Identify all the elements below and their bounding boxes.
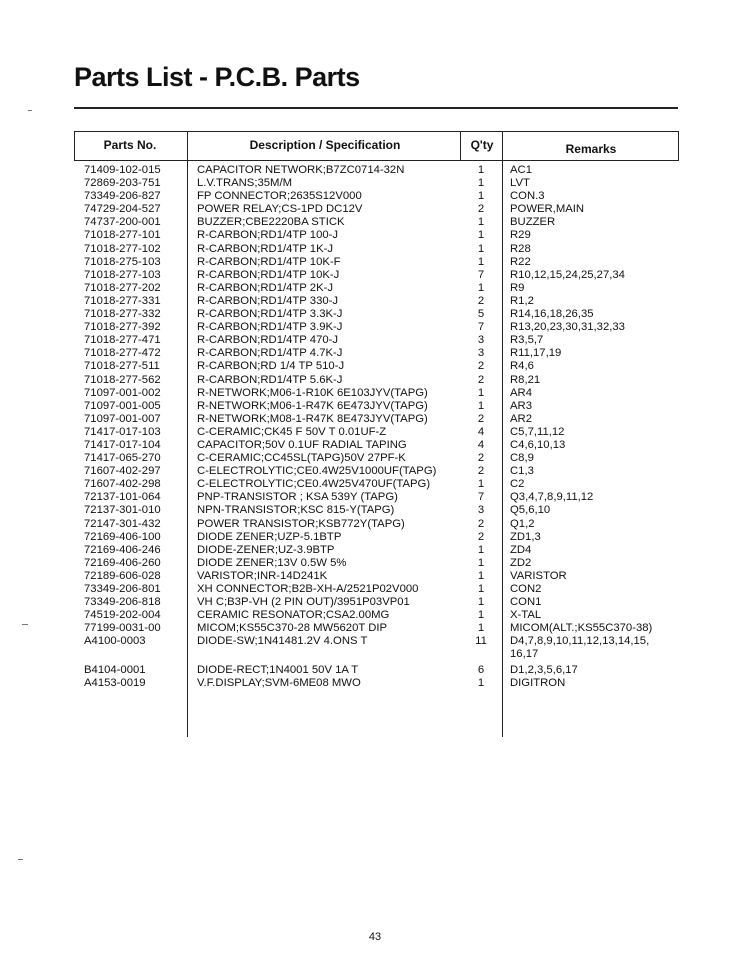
- part-description: R-CARBON;RD1/4TP 3.9K-J: [197, 321, 343, 334]
- remarks-line: BUZZER: [510, 216, 556, 229]
- part-number: 71607-402-298: [84, 478, 161, 491]
- part-remarks: [510, 504, 550, 517]
- table-row: [0, 452, 750, 465]
- remarks-line: LVT: [510, 177, 530, 190]
- part-number: 71018-277-332: [84, 308, 161, 321]
- remarks-line: C1,3: [510, 465, 534, 478]
- part-number: 71018-277-202: [84, 281, 161, 294]
- remarks-line: ZD2: [510, 556, 532, 569]
- part-remarks: [510, 677, 565, 690]
- remarks-line: Q1,2: [510, 517, 535, 530]
- part-remarks: [510, 229, 531, 242]
- part-remarks: [510, 544, 531, 557]
- remarks-line: ZD4: [510, 543, 532, 556]
- part-number: 71018-277-471: [84, 334, 161, 347]
- part-number: A4100-0003: [84, 635, 146, 648]
- table-row: [0, 164, 750, 177]
- part-qty: 1: [477, 596, 485, 609]
- part-description: R-NETWORK;M06-1-R10K 6E103JYV(TAPG): [197, 386, 428, 399]
- part-number: 71409-102-015: [84, 164, 161, 176]
- part-qty: 6: [477, 663, 485, 676]
- part-number: 71018-277-392: [84, 321, 161, 334]
- remarks-line: 16,17: [510, 648, 539, 661]
- part-remarks: [510, 557, 531, 570]
- table-row: [0, 426, 750, 439]
- part-qty: 1: [477, 622, 485, 635]
- part-description: R-NETWORK;M08-1-R47K 8E473JYV(TAPG): [197, 412, 428, 425]
- part-remarks: [510, 190, 545, 203]
- table-row: [0, 596, 750, 609]
- table-row: [0, 504, 750, 517]
- part-number: 72169-406-246: [84, 543, 161, 556]
- part-description: FP CONNECTOR;2635S12V000: [197, 190, 362, 203]
- table-left-edge: [74, 131, 75, 151]
- part-description: CERAMIC RESONATOR;CSA2.00MG: [197, 609, 390, 622]
- part-remarks: [510, 321, 625, 334]
- remarks-line: D1,2,3,5,6,17: [510, 663, 578, 676]
- table-row: [0, 570, 750, 583]
- part-number: 71018-277-101: [84, 229, 161, 242]
- remarks-line: C4,6,10,13: [510, 438, 566, 451]
- table-row: [0, 400, 750, 413]
- header-description: Description / Specification: [249, 138, 401, 152]
- table-row: [0, 295, 750, 308]
- part-qty: 11: [475, 635, 487, 648]
- remarks-line: VARISTOR: [510, 569, 567, 582]
- part-number: 73349-206-801: [84, 583, 161, 595]
- part-number: 74737-200-001: [84, 216, 161, 229]
- part-description: R-CARBON;RD1/4TP 2K-J: [197, 281, 334, 294]
- part-number: 71417-017-103: [84, 425, 161, 438]
- part-number: 72137-301-010: [84, 504, 161, 517]
- part-remarks: [510, 491, 593, 504]
- part-description: R-CARBON;RD1/4TP 470-J: [197, 334, 339, 347]
- part-number: 72189-606-028: [84, 569, 161, 582]
- part-qty: 7: [477, 321, 485, 334]
- part-number: 72869-203-751: [84, 177, 161, 190]
- part-description: C-ELECTROLYTIC;CE0.4W25V1000UF(TAPG): [197, 465, 437, 478]
- remarks-line: CON2: [510, 583, 542, 595]
- table-row: [0, 583, 750, 596]
- part-description: R-CARBON;RD1/4TP 5.6K-J: [197, 373, 343, 386]
- part-qty: 1: [477, 569, 485, 582]
- remarks-line: POWER,MAIN: [510, 203, 585, 216]
- part-remarks: [510, 426, 564, 439]
- table-row: [0, 635, 750, 663]
- remarks-line: AC1: [510, 164, 532, 176]
- table-row: [0, 478, 750, 491]
- header-parts-no: Parts No.: [103, 138, 157, 152]
- remarks-line: R13,20,23,30,31,32,33: [510, 321, 625, 334]
- part-qty: 3: [477, 504, 485, 517]
- remarks-line: R28: [510, 242, 531, 255]
- part-qty: 2: [477, 517, 485, 530]
- table-row: [0, 531, 750, 544]
- table-row: [0, 387, 750, 400]
- remarks-line: Q3,4,7,8,9,11,12: [510, 491, 594, 504]
- table-row: [0, 229, 750, 242]
- part-qty: 2: [477, 294, 485, 307]
- part-qty: 5: [477, 308, 485, 321]
- scan-mark: [22, 624, 28, 625]
- table-row: [0, 282, 750, 295]
- table-row: [0, 243, 750, 256]
- part-remarks: [510, 256, 531, 269]
- part-number: 71097-001-005: [84, 399, 161, 412]
- table-header: [74, 131, 679, 161]
- part-number: 72169-406-100: [84, 530, 161, 543]
- part-number: 72147-301-432: [84, 517, 161, 530]
- part-qty: 1: [477, 543, 485, 556]
- part-remarks: [510, 635, 649, 661]
- part-qty: 3: [477, 347, 485, 360]
- remarks-line: X-TAL: [510, 609, 542, 622]
- part-description: PNP-TRANSISTOR ; KSA 539Y (TAPG): [197, 491, 398, 504]
- part-qty: 1: [477, 190, 485, 203]
- part-number: 72137-101-064: [84, 491, 161, 504]
- page-title: Parts List - P.C.B. Parts: [74, 62, 360, 92]
- table-row: [0, 177, 750, 190]
- part-description: L.V.TRANS;35M/M: [197, 177, 293, 190]
- part-description: CAPACITOR;50V 0.1UF RADIAL TAPING: [197, 438, 407, 451]
- part-qty: 2: [477, 373, 485, 386]
- part-remarks: [510, 269, 625, 282]
- part-number: 71097-001-002: [84, 386, 161, 399]
- part-qty: 1: [477, 281, 485, 294]
- part-number: 71018-277-511: [84, 360, 160, 373]
- part-description: R-CARBON;RD1/4TP 1K-J: [197, 242, 334, 255]
- part-qty: 2: [477, 412, 485, 425]
- part-number: 74519-202-004: [84, 609, 161, 622]
- remarks-line: CON1: [510, 596, 542, 609]
- part-number: 77199-0031-00: [84, 622, 161, 635]
- part-qty: 1: [477, 229, 485, 242]
- table-row: [0, 413, 750, 426]
- part-remarks: [510, 583, 541, 596]
- part-qty: 1: [477, 386, 485, 399]
- part-qty: 4: [477, 438, 485, 451]
- part-description: R-CARBON;RD1/4TP 3.3K-J: [197, 308, 343, 321]
- part-qty: 3: [477, 334, 485, 347]
- remarks-line: R3,5,7: [510, 334, 544, 347]
- part-remarks: [510, 478, 524, 491]
- part-remarks: [510, 374, 540, 387]
- remarks-line: R8,21: [510, 373, 541, 386]
- table-row: [0, 256, 750, 269]
- part-remarks: [510, 452, 534, 465]
- part-number: 71018-275-103: [84, 255, 161, 268]
- header-qty: Q'ty: [470, 138, 494, 152]
- part-remarks: [510, 596, 541, 609]
- part-qty: 2: [477, 360, 485, 373]
- table-row: [0, 216, 750, 229]
- header-remarks: Remarks: [565, 142, 617, 156]
- part-number: 71018-277-472: [84, 347, 161, 360]
- remarks-line: R29: [510, 229, 531, 242]
- table-row: [0, 321, 750, 334]
- table-row: [0, 557, 750, 570]
- part-remarks: [510, 387, 532, 400]
- part-description: BUZZER;CBE2220BA STICK: [197, 216, 345, 229]
- table-row: [0, 374, 750, 387]
- part-remarks: [510, 518, 535, 531]
- part-number: 71417-017-104: [84, 438, 161, 451]
- remarks-line: AR4: [510, 386, 532, 399]
- table-row: [0, 664, 750, 677]
- remarks-line: DIGITRON: [510, 676, 566, 689]
- part-qty: 7: [477, 268, 485, 281]
- table-row: [0, 544, 750, 557]
- part-description: POWER TRANSISTOR;KSB772Y(TAPG): [197, 517, 405, 530]
- part-number: 73349-206-827: [84, 190, 161, 203]
- remarks-line: R1,2: [510, 294, 534, 307]
- part-description: DIODE-ZENER;UZ-3.9BTP: [197, 543, 335, 556]
- part-qty: 2: [477, 530, 485, 543]
- part-qty: 1: [477, 676, 485, 689]
- part-remarks: [510, 243, 531, 256]
- table-row: [0, 347, 750, 360]
- part-remarks: [510, 308, 594, 321]
- remarks-line: R4,6: [510, 360, 534, 373]
- part-description: C-CERAMIC;CK45 F 50V T 0.01UF-Z: [197, 425, 387, 438]
- part-qty: 1: [477, 177, 485, 190]
- part-remarks: [510, 295, 534, 308]
- part-remarks: [510, 347, 561, 360]
- part-qty: 1: [477, 399, 485, 412]
- remarks-line: Q5,6,10: [510, 504, 551, 517]
- table-row: [0, 491, 750, 504]
- part-qty: 1: [477, 478, 485, 491]
- remarks-line: C8,9: [510, 452, 534, 465]
- part-remarks: [510, 465, 534, 478]
- table-row: [0, 190, 750, 203]
- part-number: 71018-277-331: [84, 294, 161, 307]
- part-qty: 1: [477, 216, 485, 229]
- table-row: [0, 518, 750, 531]
- part-number: 74729-204-527: [84, 203, 161, 216]
- part-number: A4153-0019: [84, 676, 146, 689]
- part-number: 71018-277-103: [84, 268, 161, 281]
- part-number: 71607-402-297: [84, 465, 161, 478]
- part-number: 71018-277-562: [84, 373, 161, 386]
- part-remarks: [510, 334, 543, 347]
- part-description: R-CARBON;RD1/4TP 10K-J: [197, 268, 340, 281]
- remarks-line: AR2: [510, 412, 532, 425]
- part-description: R-CARBON;RD 1/4 TP 510-J: [197, 360, 345, 373]
- table-row: [0, 609, 750, 622]
- part-description: R-CARBON;RD1/4TP 4.7K-J: [197, 347, 343, 360]
- part-number: 71097-001-007: [84, 412, 161, 425]
- title-underline: [74, 107, 678, 109]
- remarks-line: R10,12,15,24,25,27,34: [510, 268, 625, 281]
- remarks-line: R14,16,18,26,35: [510, 308, 594, 321]
- part-qty: 1: [477, 556, 485, 569]
- remarks-line: C5,7,11,12: [510, 425, 565, 438]
- part-number: 71417-065-270: [84, 452, 161, 465]
- part-remarks: [510, 164, 532, 177]
- scan-mark: [18, 859, 23, 860]
- part-qty: 1: [477, 583, 485, 595]
- part-number: B4104-0001: [84, 663, 146, 676]
- table-row: [0, 465, 750, 478]
- remarks-line: R9: [510, 281, 525, 294]
- table-row: [0, 308, 750, 321]
- page-number: 43: [368, 931, 382, 943]
- part-remarks: [510, 531, 541, 544]
- part-description: POWER RELAY;CS-1PD DC12V: [197, 203, 363, 216]
- table-row: [0, 439, 750, 452]
- part-qty: 1: [477, 255, 485, 268]
- part-remarks: [510, 177, 530, 190]
- part-description: NPN-TRANSISTOR;KSC 815-Y(TAPG): [197, 504, 395, 517]
- remarks-line: D4,7,8,9,10,11,12,13,14,15,: [510, 635, 650, 648]
- remarks-line: MICOM(ALT.;KS55C370-38): [510, 622, 653, 635]
- part-description: DIODE ZENER;UZP-5.1BTP: [197, 530, 342, 543]
- part-qty: 2: [477, 465, 485, 478]
- table-row: [0, 203, 750, 216]
- part-description: VH C;B3P-VH (2 PIN OUT)/3951P03VP01: [197, 596, 410, 609]
- part-remarks: [510, 570, 567, 583]
- part-description: R-CARBON;RD1/4TP 100-J: [197, 229, 339, 242]
- part-qty: 2: [477, 452, 485, 465]
- column-divider-qty: [460, 131, 461, 161]
- table-row: [0, 334, 750, 347]
- part-description: R-NETWORK;M06-1-R47K 6E473JYV(TAPG): [197, 399, 428, 412]
- part-remarks: [510, 360, 534, 373]
- part-remarks: [510, 439, 565, 452]
- part-description: V.F.DISPLAY;SVM-6ME08 MWO: [197, 676, 361, 689]
- remarks-line: CON.3: [510, 190, 545, 203]
- remarks-line: ZD1,3: [510, 530, 541, 543]
- part-description: C-ELECTROLYTIC;CE0.4W25V470UF(TAPG): [197, 478, 431, 491]
- part-description: CAPACITOR NETWORK;B7ZC0714-32N: [197, 164, 405, 176]
- part-description: DIODE ZENER;13V 0.5W 5%: [197, 556, 347, 569]
- part-description: DIODE-RECT;1N4001 50V 1A T: [197, 663, 359, 676]
- part-qty: 1: [477, 242, 485, 255]
- part-remarks: [510, 203, 584, 216]
- parts-table-body: [0, 164, 750, 690]
- remarks-line: R11,17,19: [510, 347, 562, 360]
- table-row: [0, 269, 750, 282]
- part-remarks: [510, 609, 541, 622]
- part-remarks: [510, 400, 532, 413]
- remarks-line: AR3: [510, 399, 532, 412]
- scan-mark: [28, 110, 32, 111]
- part-description: C-CERAMIC;CC45SL(TAPG)50V 27PF-K: [197, 452, 406, 465]
- remarks-line: C2: [510, 478, 525, 491]
- part-remarks: [510, 622, 652, 635]
- part-description: VARISTOR;INR-14D241K: [197, 569, 328, 582]
- part-description: DIODE-SW;1N41481.2V 4.ONS T: [197, 635, 368, 648]
- part-remarks: [510, 216, 555, 229]
- part-qty: 2: [477, 203, 485, 216]
- part-remarks: [510, 282, 524, 295]
- part-number: 71018-277-102: [84, 242, 161, 255]
- part-description: MICOM;KS55C370-28 MW5620T DIP: [197, 622, 388, 635]
- part-qty: 1: [477, 609, 485, 622]
- part-remarks: [510, 413, 532, 426]
- part-qty: 1: [477, 164, 485, 176]
- table-row: [0, 677, 750, 690]
- part-qty: 4: [477, 425, 485, 438]
- part-description: R-CARBON;RD1/4TP 330-J: [197, 294, 339, 307]
- part-description: R-CARBON;RD1/4TP 10K-F: [197, 255, 341, 268]
- part-remarks: [510, 664, 578, 677]
- part-number: 72169-406-260: [84, 556, 161, 569]
- part-description: XH CONNECTOR;B2B-XH-A/2521P02V000: [197, 583, 419, 595]
- table-row: [0, 360, 750, 373]
- part-qty: 7: [477, 491, 485, 504]
- remarks-line: R22: [510, 255, 531, 268]
- part-number: 73349-206-818: [84, 596, 161, 609]
- table-row: [0, 622, 750, 635]
